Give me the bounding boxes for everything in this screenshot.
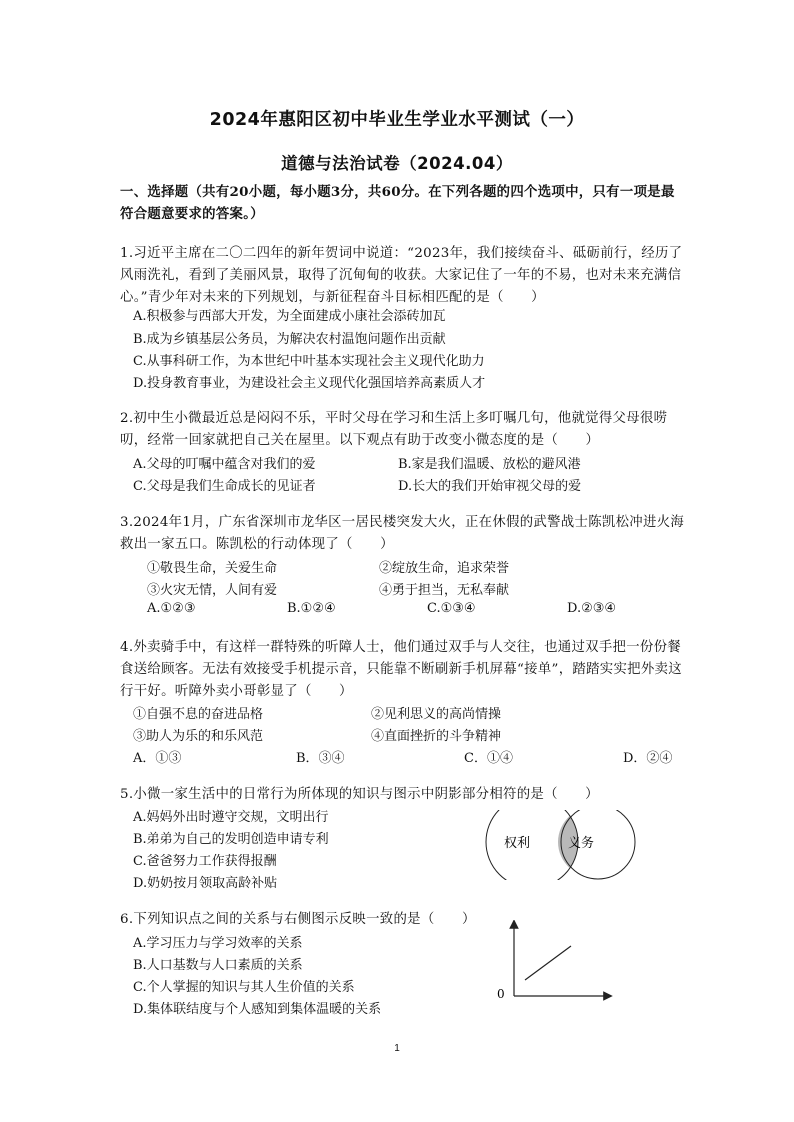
duties-label: 义务 — [568, 836, 595, 851]
option-c: C.个人掌握的知识与其人生价值的关系 — [133, 980, 355, 995]
option-a: A.学习压力与学习效率的关系 — [133, 936, 303, 951]
exam-title: 2024年惠阳区初中毕业生学业水平测试（一） — [209, 110, 585, 130]
page-number: 1 — [394, 1043, 400, 1054]
question-stem: 4.外卖骑手中，有这样一群特殊的听障人士，他们通过双手与人交往，也通过双手把一份份餐食送给顾客。无法有效接受手机提示音，只能靠不断刷新手机屏幕“接单”，踏踏实实把外卖这行干好。听障外卖小哥彰显了（ ） — [120, 640, 682, 699]
option-c: C．①④ — [464, 751, 513, 766]
option-a: A．①③ — [133, 751, 182, 766]
statement-3: ③助人为乐的和乐风范 — [133, 729, 264, 744]
statement-4: ④勇于担当，无私奉献 — [379, 583, 510, 598]
rights-duties-venn-diagram — [482, 810, 638, 880]
option-b: B．③④ — [296, 751, 345, 766]
question-5 — [120, 784, 688, 806]
question-stem: 2.初中生小微最近总是闷闷不乐，平时父母在学习和生活上多叮嘱几句，他就觉得父母很唠叨，经常一回家就把自己关在屋里。以下观点有助于改变小微态度的是（ ） — [120, 411, 668, 448]
statement-3: ③火灾无情，人间有爱 — [147, 583, 278, 598]
exam-subtitle: 道德与法治试卷（2024.04） — [281, 154, 513, 173]
statement-2: ②见利思义的高尚情操 — [371, 707, 502, 722]
question-stem: 3.2024年1月，广东省深圳市龙华区一居民楼突发大火，正在休假的武警战士陈凯松冲进火海救出一家五口。陈凯松的行动体现了（ ） — [120, 515, 685, 552]
positive-correlation-graph — [494, 920, 614, 1002]
option-a: A.父母的叮嘱中蕴含对我们的爱 — [133, 457, 316, 472]
option-d: D．②④ — [623, 751, 673, 766]
question-stem: 6.下列知识点之间的关系与右侧图示反映一致的是（ ） — [120, 912, 476, 927]
option-a: A.积极参与西部大开发，为全面建成小康社会添砖加瓦 — [133, 309, 446, 324]
option-c: C.父母是我们生命成长的见证者 — [133, 479, 316, 494]
question-1 — [120, 243, 688, 309]
question-3 — [120, 512, 688, 556]
option-b: B.人口基数与人口素质的关系 — [133, 958, 303, 973]
option-b: B.①②④ — [287, 601, 336, 616]
question-2 — [120, 408, 688, 452]
trend-line — [525, 946, 571, 980]
origin-label: 0 — [497, 987, 505, 1001]
option-d: D.投身教育事业，为建设社会主义现代化强国培养高素质人才 — [133, 376, 486, 391]
statement-4: ④直面挫折的斗争精神 — [371, 729, 502, 744]
option-c: C.从事科研工作，为本世纪中叶基本实现社会主义现代化助力 — [133, 354, 485, 369]
option-c: C.①③④ — [427, 601, 476, 616]
statement-1: ①敬畏生命，关爱生命 — [147, 561, 278, 576]
option-d: D.长大的我们开始审视父母的爱 — [398, 479, 582, 494]
option-c: C.爸爸努力工作获得报酬 — [133, 854, 277, 869]
statement-1: ①自强不息的奋进品格 — [133, 707, 264, 722]
question-stem: 1.习近平主席在二〇二四年的新年贺词中说道：“2023年，我们接续奋斗、砥砺前行，经历了风雨洗礼，看到了美丽风景，取得了沉甸甸的收获。大家记住了一年的不易，也对未来充满信心。”青少年对未来的下列规划，与新征程奋斗目标相匹配的是（ ） — [120, 246, 683, 305]
option-b: B.弟弟为自己的发明创造申请专利 — [133, 832, 329, 847]
option-b: B.家是我们温暖、放松的避风港 — [398, 457, 581, 472]
option-d: D.②③④ — [567, 601, 617, 616]
option-a: A.妈妈外出时遵守交规，文明出行 — [133, 810, 329, 825]
option-b: B.成为乡镇基层公务员，为解决农村温饱问题作出贡献 — [133, 332, 446, 347]
option-d: D.集体联结度与个人感知到集体温暖的关系 — [133, 1002, 382, 1017]
section-instruction: 一、选择题（共有20小题，每小题3分，共60分。在下列各题的四个选项中，只有一项是最符合题意要求的答案。） — [120, 184, 675, 222]
question-4 — [120, 637, 688, 703]
statement-2: ②绽放生命，追求荣誉 — [379, 561, 510, 576]
option-d: D.奶奶按月领取高龄补贴 — [133, 876, 278, 891]
question-stem: 5.小微一家生活中的日常行为所体现的知识与图示中阴影部分相符的是（ ） — [120, 787, 599, 802]
option-a: A.①②③ — [147, 601, 196, 616]
rights-label: 权利 — [504, 836, 531, 851]
